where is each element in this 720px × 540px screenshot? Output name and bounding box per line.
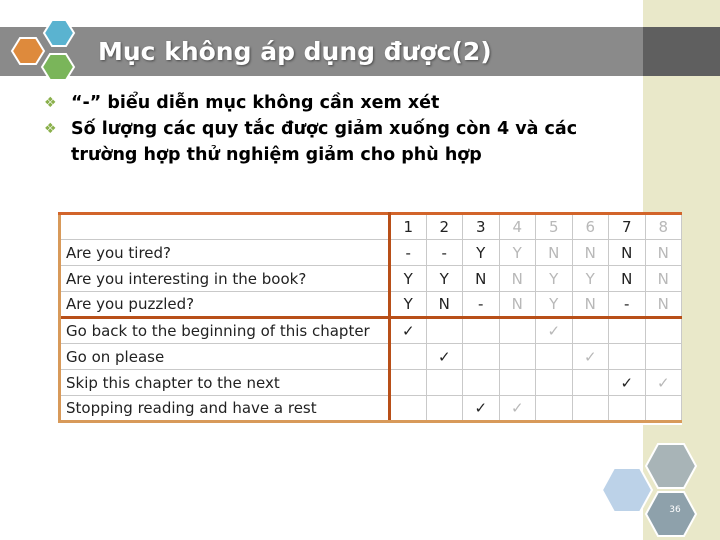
table-cell: Y [426,266,463,292]
slide-number: 36 [669,505,681,515]
table-cell: ✓ [536,318,573,344]
table-cell [609,344,646,370]
table-cell: N [499,292,536,318]
slide-title: Mục không áp dụng được(2) [98,37,492,66]
table-cell: Y [536,266,573,292]
table-cell [426,396,463,422]
table-cell: ✓ [463,396,500,422]
table-cell [499,370,536,396]
header-blank-cell [60,214,390,240]
column-header: 7 [609,214,646,240]
table-cell: N [609,240,646,266]
column-header: 3 [463,214,500,240]
table-cell [609,318,646,344]
table-cell: - [609,292,646,318]
hexagon-green [42,54,74,80]
table-cell: N [426,292,463,318]
table-cell: N [645,266,682,292]
table-cell: ✓ [426,344,463,370]
table-cell [645,344,682,370]
table-cell: N [645,240,682,266]
table-cell: N [463,266,500,292]
column-header: 1 [390,214,427,240]
table-cell [426,370,463,396]
condition-label: Are you puzzled? [60,292,390,318]
diamond-bullet-icon: ❖ [44,121,57,137]
hexagon-cluster-logo [8,16,88,86]
hexagon-teal [44,20,74,46]
table-cell [609,396,646,422]
column-header: 2 [426,214,463,240]
column-header: 4 [499,214,536,240]
action-label: Skip this chapter to the next [60,370,390,396]
table-cell [463,318,500,344]
table-cell: Y [463,240,500,266]
bullet-item [44,90,644,116]
table-cell: N [645,292,682,318]
column-header: 8 [645,214,682,240]
condition-row [60,292,682,318]
table-cell [572,370,609,396]
action-label: Go on please [60,344,390,370]
table-cell [572,396,609,422]
table-cell [645,318,682,344]
column-header: 6 [572,214,609,240]
table-cell: - [390,240,427,266]
condition-row [60,240,682,266]
table-cell [499,318,536,344]
condition-row [60,266,682,292]
bullet-text: “-” biểu diễn mục không cần xem xét [71,93,440,113]
column-header: 5 [536,214,573,240]
table-cell: N [572,240,609,266]
table-header-row [60,214,682,240]
table-cell [536,370,573,396]
table-cell: ✓ [499,396,536,422]
action-label: Go back to the beginning of this chapter [60,318,390,344]
table-cell [390,396,427,422]
table-cell: N [609,266,646,292]
table-cell [536,344,573,370]
table-cell [390,370,427,396]
decision-table-image [58,212,682,425]
bullet-list [44,90,644,168]
table-cell: ✓ [645,370,682,396]
table-cell [499,344,536,370]
table-cell [463,344,500,370]
table-cell: Y [536,292,573,318]
table-cell: N [572,292,609,318]
table-cell [426,318,463,344]
table-cell [645,396,682,422]
table-cell: ✓ [390,318,427,344]
action-row [60,318,682,344]
bullet-item [44,116,644,168]
hexagon-orange [12,38,44,64]
table-cell: Y [499,240,536,266]
bullet-text: Số lượng các quy tắc được giảm xuống còn 4 và các trường hợp thử nghiệm giảm cho phù hợp [71,119,578,165]
table-cell: ✓ [609,370,646,396]
table-cell: Y [572,266,609,292]
hexagon-blue [602,468,652,512]
action-row [60,370,682,396]
table-cell: Y [390,292,427,318]
action-label: Stopping reading and have a rest [60,396,390,422]
action-row [60,344,682,370]
decision-table [58,212,682,423]
table-cell [572,318,609,344]
diamond-bullet-icon: ❖ [44,95,57,111]
table-cell: ✓ [572,344,609,370]
condition-label: Are you interesting in the book? [60,266,390,292]
table-cell: N [499,266,536,292]
title-bar-dark-end [643,27,720,76]
table-cell [536,396,573,422]
hexagon-gray [646,444,696,488]
hexagon-cluster-decor [600,440,720,540]
condition-label: Are you tired? [60,240,390,266]
table-cell [390,344,427,370]
table-cell: Y [390,266,427,292]
table-cell: - [426,240,463,266]
table-cell [463,370,500,396]
table-cell: - [463,292,500,318]
action-row [60,396,682,422]
table-cell: N [536,240,573,266]
